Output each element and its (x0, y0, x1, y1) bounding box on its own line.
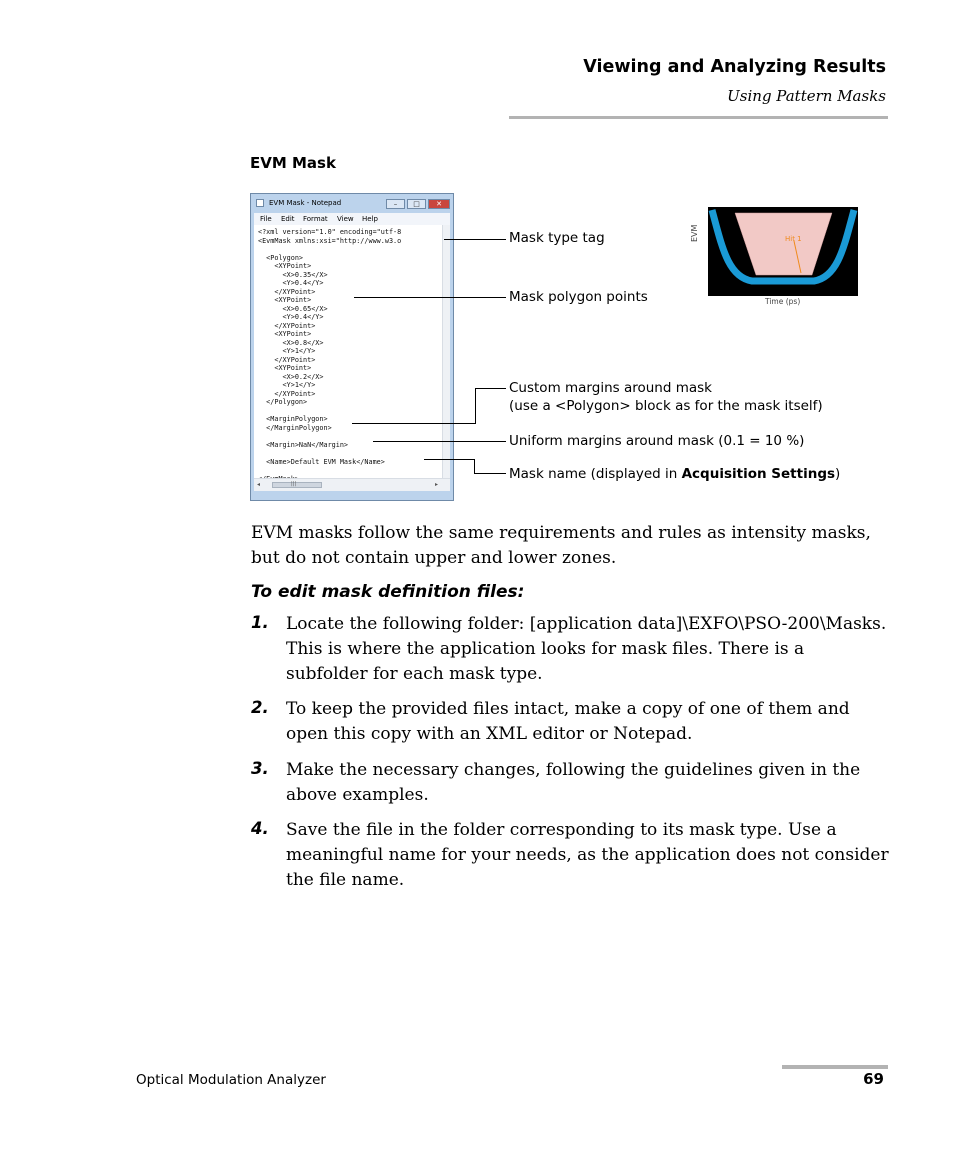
step-text: Save the file in the folder corresponding to its mask type. Use a meaningful name for your needs, as the application does not consider the file name. (286, 820, 889, 890)
code-line: <X>0.2</X> (258, 372, 324, 381)
notepad-app-icon (256, 199, 264, 207)
footer-product-name: Optical Modulation Analyzer (136, 1072, 326, 1088)
minimize-button[interactable]: – (386, 199, 405, 209)
annotation-mask-type-tag: Mask type tag (509, 230, 605, 246)
code-line: </XYPoint> (258, 321, 316, 330)
notepad-window (250, 193, 454, 501)
annotation-uniform-margins: Uniform margins around mask (0.1 = 10 %) (509, 433, 805, 449)
menu-edit[interactable]: Edit (281, 215, 295, 223)
code-line: </XYPoint> (258, 389, 316, 398)
step-number: 4. (251, 819, 269, 838)
leader-custom-margins-v (475, 388, 476, 424)
leader-mask-name-h (424, 459, 475, 460)
leader-uniform-margins (373, 441, 506, 442)
figure-title: EVM Mask (250, 154, 336, 172)
code-line: </MarginPolygon> (258, 423, 332, 432)
notepad-text-area[interactable] (254, 225, 450, 491)
code-line: </Polygon> (258, 398, 308, 406)
leader-custom-margins-top (475, 388, 506, 389)
scroll-thumb[interactable] (272, 482, 322, 488)
notepad-titlebar (251, 194, 453, 212)
step-text: To keep the provided files intact, make a copy of one of them and open this copy with an XML editor or Notepad. (286, 699, 850, 744)
notepad-window-title: EVM Mask - Notepad (269, 199, 342, 207)
code-line: <X>0.65</X> (258, 304, 328, 313)
horizontal-scrollbar[interactable] (254, 478, 450, 491)
scroll-right-icon[interactable]: ▸ (434, 481, 438, 488)
code-line: <XYPoint> (258, 296, 312, 304)
code-line: <Y>0.4</Y> (258, 279, 324, 287)
leader-polygon (354, 297, 506, 298)
footer-rule (782, 1065, 888, 1069)
intro-paragraph: EVM masks follow the same requirements and rules as intensity masks, but do not contain upper and lower zones. (251, 523, 871, 568)
code-line: <XYPoint> (258, 330, 312, 338)
annotation-mask-name: Mask name (displayed in Acquisition Settings) (509, 466, 841, 482)
header-rule (509, 116, 888, 119)
leader-custom-margins-h (352, 423, 476, 424)
code-line: <MarginPolygon> (258, 415, 328, 423)
code-line: <X>0.35</X> (258, 270, 328, 279)
page-number: 69 (863, 1070, 884, 1088)
notepad-menubar (254, 213, 450, 225)
leader-mask-name-v (474, 459, 475, 474)
maximize-button[interactable]: □ (407, 199, 426, 209)
code-line: <?xml version="1.0" encoding="utf-8 (258, 228, 402, 236)
code-line: <Name>Default EVM Mask</Name> (258, 457, 385, 466)
close-button[interactable]: ✕ (428, 199, 450, 209)
code-line: </XYPoint> (258, 355, 316, 364)
scroll-left-icon[interactable]: ◂ (257, 481, 261, 488)
code-line: <Margin>NaN</Margin> (258, 440, 349, 449)
hit-label: Hit 1 (785, 235, 802, 243)
code-line: <Polygon> (258, 253, 304, 262)
leader-mask-type (444, 239, 506, 240)
annotation-mask-polygon-points: Mask polygon points (509, 289, 648, 305)
menu-format[interactable]: Format (303, 215, 328, 223)
inset-chart-xlabel: Time (ps) (765, 297, 801, 306)
inset-evm-chart (708, 207, 858, 296)
section-subtitle: Using Pattern Masks (727, 87, 886, 105)
code-line: <X>0.8</X> (258, 338, 324, 347)
step-number: 3. (251, 759, 269, 778)
annotation-custom-margins: Custom margins around mask (509, 380, 712, 396)
code-line: <Y>1</Y> (258, 381, 316, 389)
step-text: Make the necessary changes, following the guidelines given in the above examples. (286, 760, 861, 805)
menu-file[interactable]: File (260, 215, 272, 223)
code-line: </XYPoint> (258, 287, 316, 296)
step-number: 1. (251, 613, 269, 632)
code-line: <EvmMask xmlns:xsi="http://www.w3.o (258, 236, 402, 245)
inset-chart-ylabel: EVM (690, 224, 699, 242)
step-text: Locate the following folder: [application data]\EXFO\PSO-200\Masks. This is where the application looks for mask files. There is a subfolder for each mask type. (286, 614, 887, 684)
code-line: <Y>1</Y> (258, 347, 316, 355)
code-line: <Y>0.4</Y> (258, 313, 324, 321)
leader-mask-name-bottom (474, 473, 506, 474)
code-line: <XYPoint> (258, 364, 312, 372)
menu-view[interactable]: View (337, 215, 354, 223)
scroll-grip-icon: ||| (291, 481, 297, 487)
step-number: 2. (251, 698, 269, 717)
code-line: <XYPoint> (258, 262, 312, 270)
procedure-title: To edit mask definition files: (251, 582, 525, 602)
annotation-custom-margins-note: (use a <Polygon> block as for the mask itself) (509, 398, 823, 414)
section-title: Viewing and Analyzing Results (583, 57, 886, 77)
menu-help[interactable]: Help (362, 215, 378, 223)
